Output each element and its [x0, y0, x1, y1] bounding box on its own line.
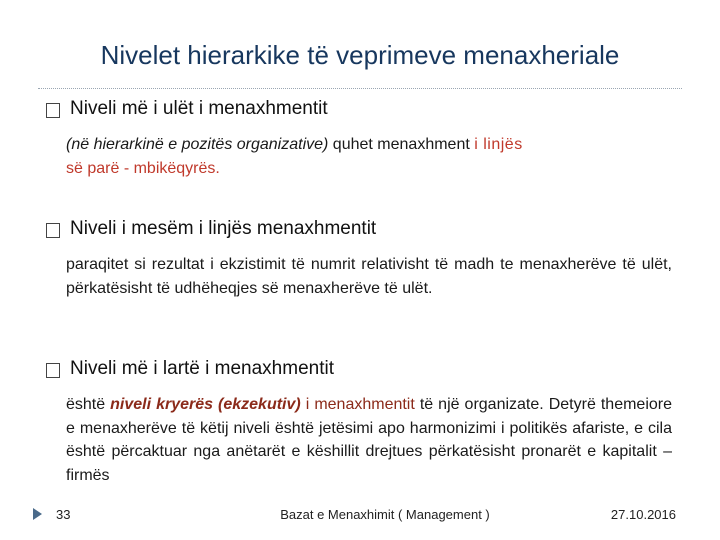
item-3-text-b: i menaxhmentit: [300, 396, 415, 413]
item-1-text: [66, 133, 672, 180]
item-1-red-2: së parë - mbikëqyrës.: [66, 159, 220, 177]
title-divider: [38, 88, 682, 89]
bullet-item-3: [46, 358, 334, 380]
item-3-emphasis: niveli kryerës (ekzekutiv): [110, 396, 301, 413]
item-3-heading: Niveli më i lartë i menaxhmentit: [70, 358, 334, 379]
item-2-heading: Niveli i mesëm i linjës menaxhmentit: [70, 218, 377, 239]
item-1-red: i linjës: [474, 136, 523, 153]
square-bullet-icon: [46, 103, 60, 118]
item-1-italic: (në hierarkinë e pozitës organizative): [66, 136, 329, 153]
item-3-text-a: është: [66, 396, 111, 413]
square-bullet-icon: [46, 363, 60, 378]
item-1-heading: Niveli më i ulët i menaxhmentit: [70, 98, 328, 119]
item-3-text: [66, 393, 672, 487]
page-number: 33: [56, 507, 71, 522]
item-1-text-a: quhet menaxhment: [328, 136, 475, 153]
footer-course: Bazat e Menaxhimit ( Management ): [280, 507, 490, 522]
item-2-text: paraqitet si rezultat i ekzistimit të numrit relativisht të madh te menaxherëve të ulët, përkatësisht të udhëheqjes së menaxherëve të ulët.: [66, 256, 672, 297]
square-bullet-icon: [46, 223, 60, 238]
item-3-text-c: të një organizate. Detyrë themeiore e menaxherëve të këtij niveli është jetësimi apo harmonizimi i politikës afariste, e cila është përcaktuar nga anëtarët e këshillit drejtues përkatësisht pronarët e kapitalit – firmës: [66, 396, 673, 484]
footer-date: 27.10.2016: [610, 507, 676, 522]
slide-title: Nivelet hierarkike të veprimeve menaxheriale: [100, 40, 620, 70]
bullet-item-1: [46, 98, 328, 120]
bullet-item-2: [46, 218, 376, 240]
